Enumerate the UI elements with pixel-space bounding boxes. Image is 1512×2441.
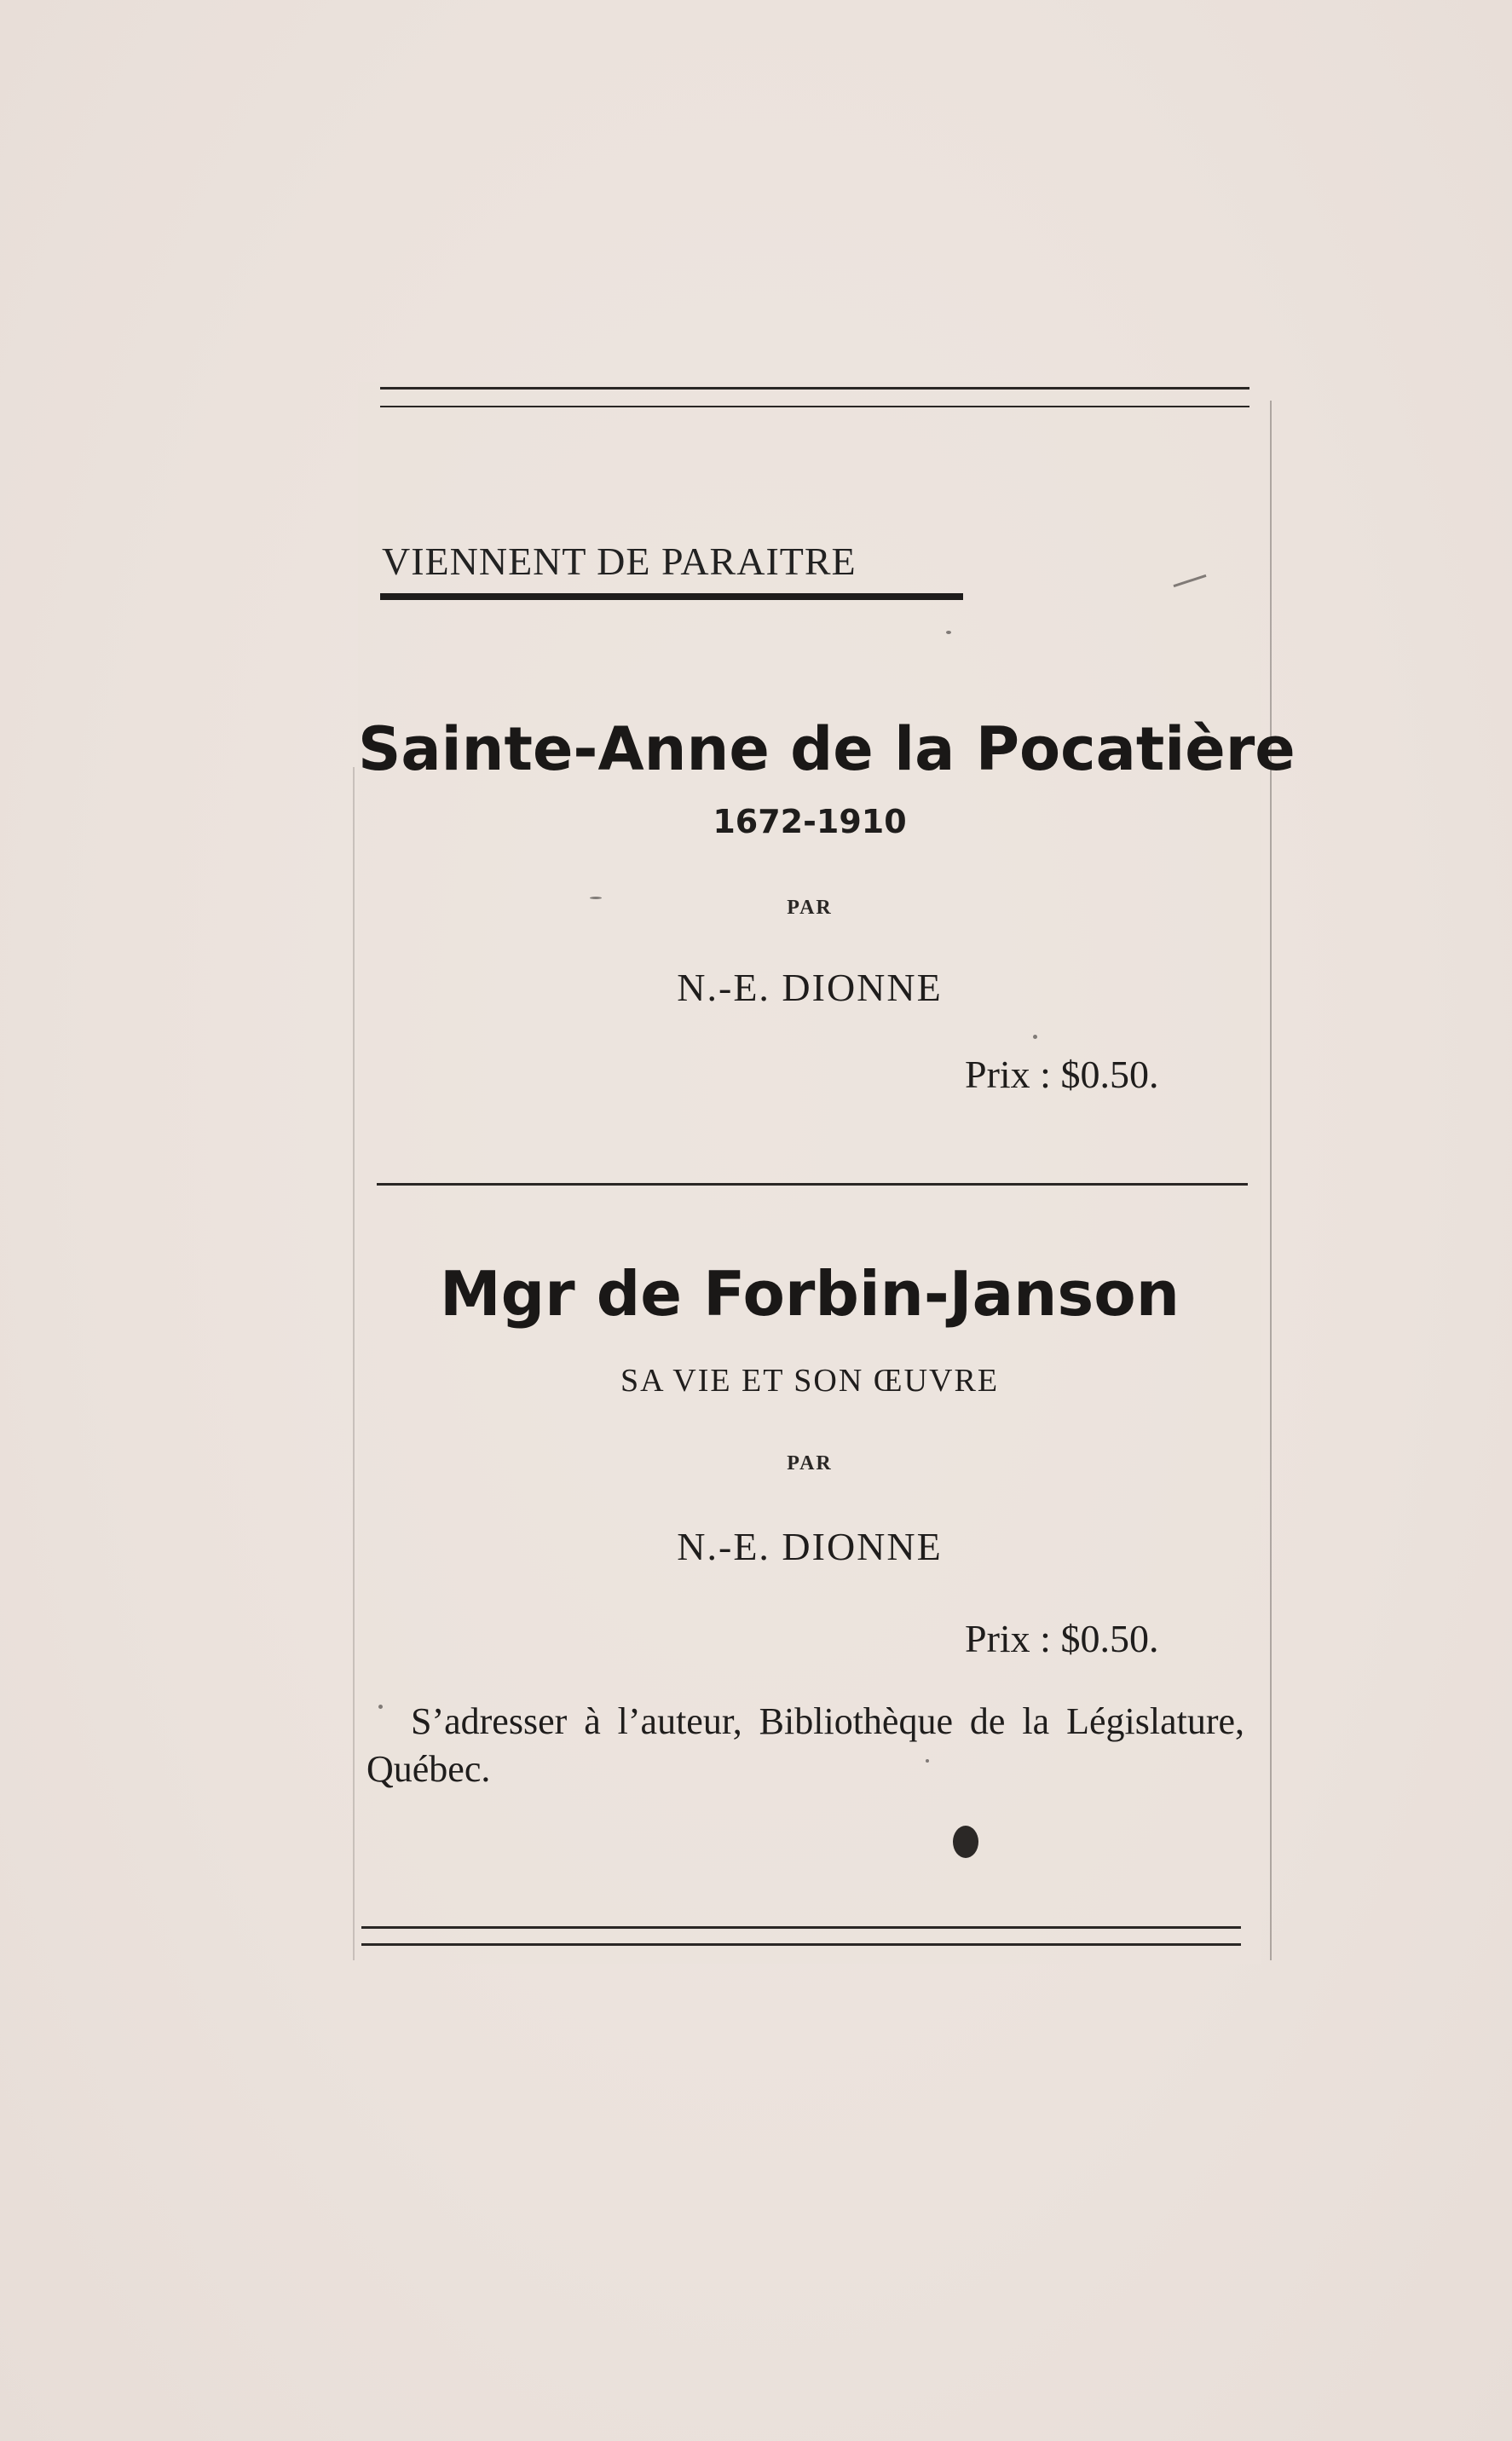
book1-price: Prix : $0.50. xyxy=(965,1053,1159,1096)
top-rule-inner xyxy=(380,406,1249,407)
scan-speck xyxy=(1033,1035,1037,1039)
contact-address: S’adresser à l’auteur, Bibliothèque de la Législature, Québec. xyxy=(366,1700,1244,1790)
book2-by-label: PAR xyxy=(787,1452,833,1474)
scan-speck xyxy=(946,631,951,634)
bottom-rule-outer xyxy=(361,1926,1241,1929)
top-rule-outer xyxy=(380,387,1249,390)
ink-blot xyxy=(953,1826,978,1858)
clipping-edge-right xyxy=(1270,401,1272,1960)
section-heading-underline xyxy=(380,593,963,600)
scan-speck xyxy=(378,1705,383,1709)
book2-author: N.-E. DIONNE xyxy=(677,1525,943,1568)
middle-rule xyxy=(377,1183,1248,1186)
book1-title: Sainte-Anne de la Pocatière xyxy=(358,714,1296,784)
clipping-edge-left xyxy=(353,767,355,1960)
book1-by-label: PAR xyxy=(787,897,833,919)
book1-author: N.-E. DIONNE xyxy=(677,966,943,1009)
section-heading: VIENNENT DE PARAITRE xyxy=(382,540,857,583)
book1-years: 1672-1910 xyxy=(713,803,907,840)
book2-subtitle: SA VIE ET SON ŒUVRE xyxy=(620,1363,1000,1399)
scan-speck xyxy=(926,1759,929,1763)
scan-speck xyxy=(590,897,602,899)
bottom-rule-inner xyxy=(361,1943,1241,1946)
book2-price: Prix : $0.50. xyxy=(965,1617,1159,1660)
book2-title: Mgr de Forbin-Janson xyxy=(439,1258,1180,1330)
